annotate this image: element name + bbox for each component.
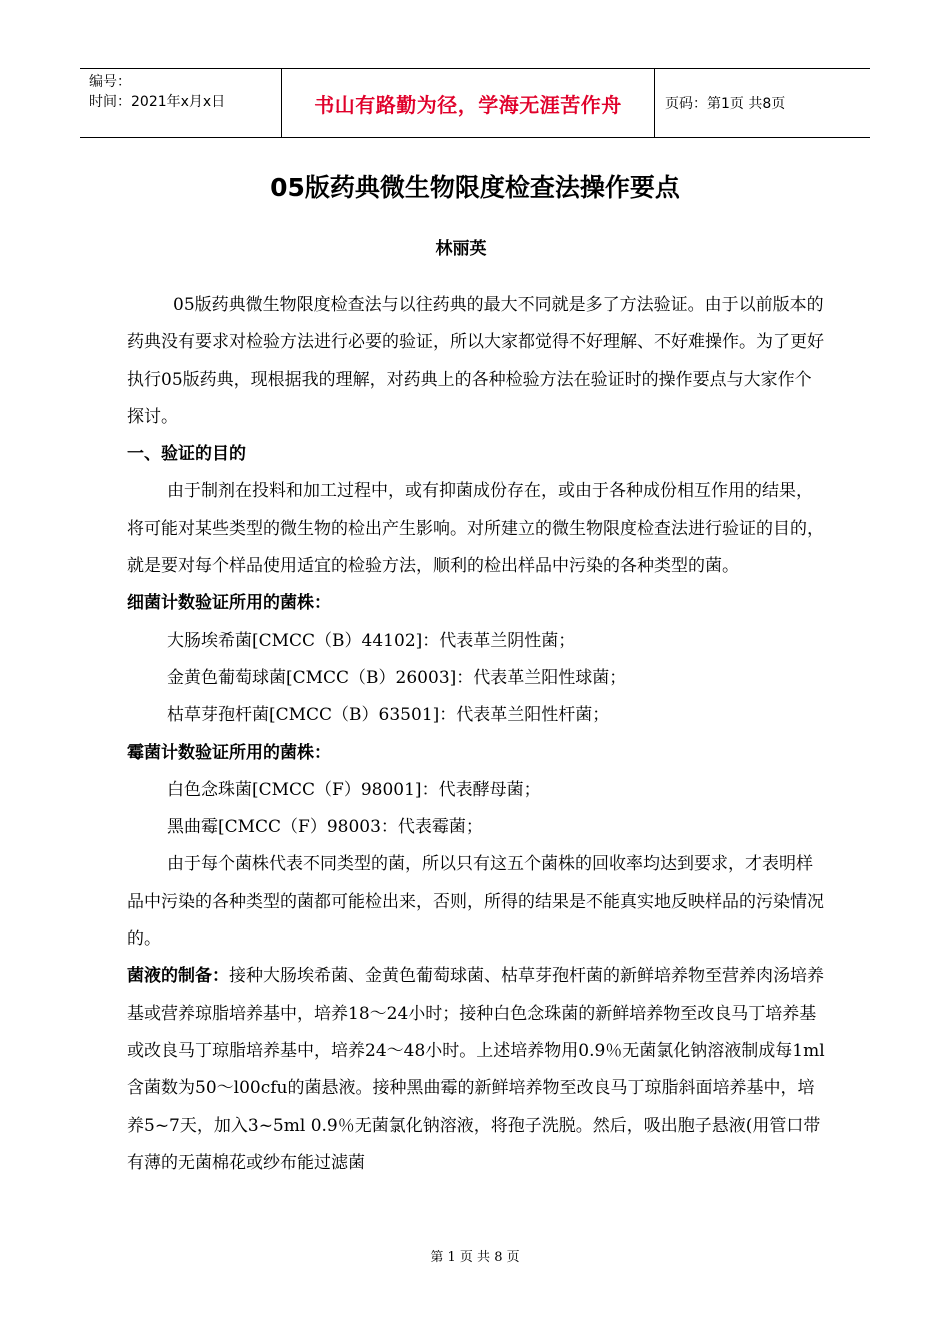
document-title: 05版药典微生物限度检查法操作要点 <box>270 173 680 202</box>
preparation-paragraph <box>127 958 825 1182</box>
document-author: 林丽英 <box>435 239 487 259</box>
header-meta <box>80 69 281 137</box>
preparation-text: 接种大肠埃希菌、金黄色葡萄球菌、枯草芽孢杆菌的新鲜培养物至营养肉汤培养基或营养琼脂培养基中，培养18～24小时；接种白色念珠菌的新鲜培养物至改良马丁培养基或改良马丁琼脂培养基中，培养24～48小时。上述培养物用0.9％无菌氯化钠溶液制成每1ml含菌数为50～l00cfu的菌悬液。接种黑曲霉的新鲜培养物至改良马丁琼脂斜面培养基中，培养5~7天，加入3~5ml 0.9％无菌氯化钠溶液，将孢子洗脱。然后，吸出胞子悬液(用管口带有薄的无菌棉花或纱布能过滤菌 <box>127 966 825 1173</box>
header-motto: 书山有路勤为径，学海无涯苦作舟 <box>281 69 655 137</box>
document-body <box>127 287 825 1182</box>
page-footer: 第 1 页 共 8 页 <box>430 1250 520 1265</box>
header-table <box>80 68 870 138</box>
purpose-paragraph: 由于制剂在投料和加工过程中，或有抑菌成份存在，或由于各种成份相互作用的结果，将可能对某些类型的微生物的检出产生影响。对所建立的微生物限度检查法进行验证的目的，就是要对每个样品使用适宜的检验方法，顺利的检出样品中污染的各种类型的菌。 <box>127 481 824 577</box>
explanation-paragraph: 由于每个菌株代表不同类型的菌，所以只有这五个菌株的回收率均达到要求，才表明样品中污染的各种类型的菌都可能检出来，否则，所得的结果是不能真实地反映样品的污染情况的。 <box>127 854 824 950</box>
bacteria-strain-item: 金黄色葡萄球菌[CMCC（B）26003]：代表革兰阳性球菌； <box>167 667 627 688</box>
section-heading-purpose: 一、验证的目的 <box>127 444 246 465</box>
header-page-info: 页码：第1页 共8页 <box>665 96 786 112</box>
bacteria-strain-item: 枯草芽孢杆菌[CMCC（B）63501]：代表革兰阳性杆菌； <box>167 705 610 726</box>
mold-strain-item: 白色念珠菌[CMCC（F）98001]：代表酵母菌； <box>167 779 541 800</box>
bacteria-strains-heading: 细菌计数验证所用的菌株： <box>127 593 331 614</box>
number-label: 编号： <box>89 74 131 90</box>
intro-paragraph: 05版药典微生物限度检查法与以往药典的最大不同就是多了方法验证。由于以前版本的药典没有要求对检验方法进行必要的验证，所以大家都觉得不好理解、不好难操作。为了更好执行05版药典，现根据我的理解，对药典上的各种检验方法在验证时的操作要点与大家作个探讨。 <box>127 295 824 427</box>
bacteria-strain-item: 大肠埃希菌[CMCC（B）44102]：代表革兰阴性菌； <box>167 630 576 651</box>
time-label: 时间：2021年x月x日 <box>89 94 226 110</box>
mold-strain-item: 黑曲霉[CMCC（F）98003：代表霉菌； <box>167 817 483 838</box>
mold-strains-heading: 霉菌计数验证所用的菌株： <box>127 742 331 763</box>
preparation-lead: 菌液的制备： <box>127 966 229 987</box>
